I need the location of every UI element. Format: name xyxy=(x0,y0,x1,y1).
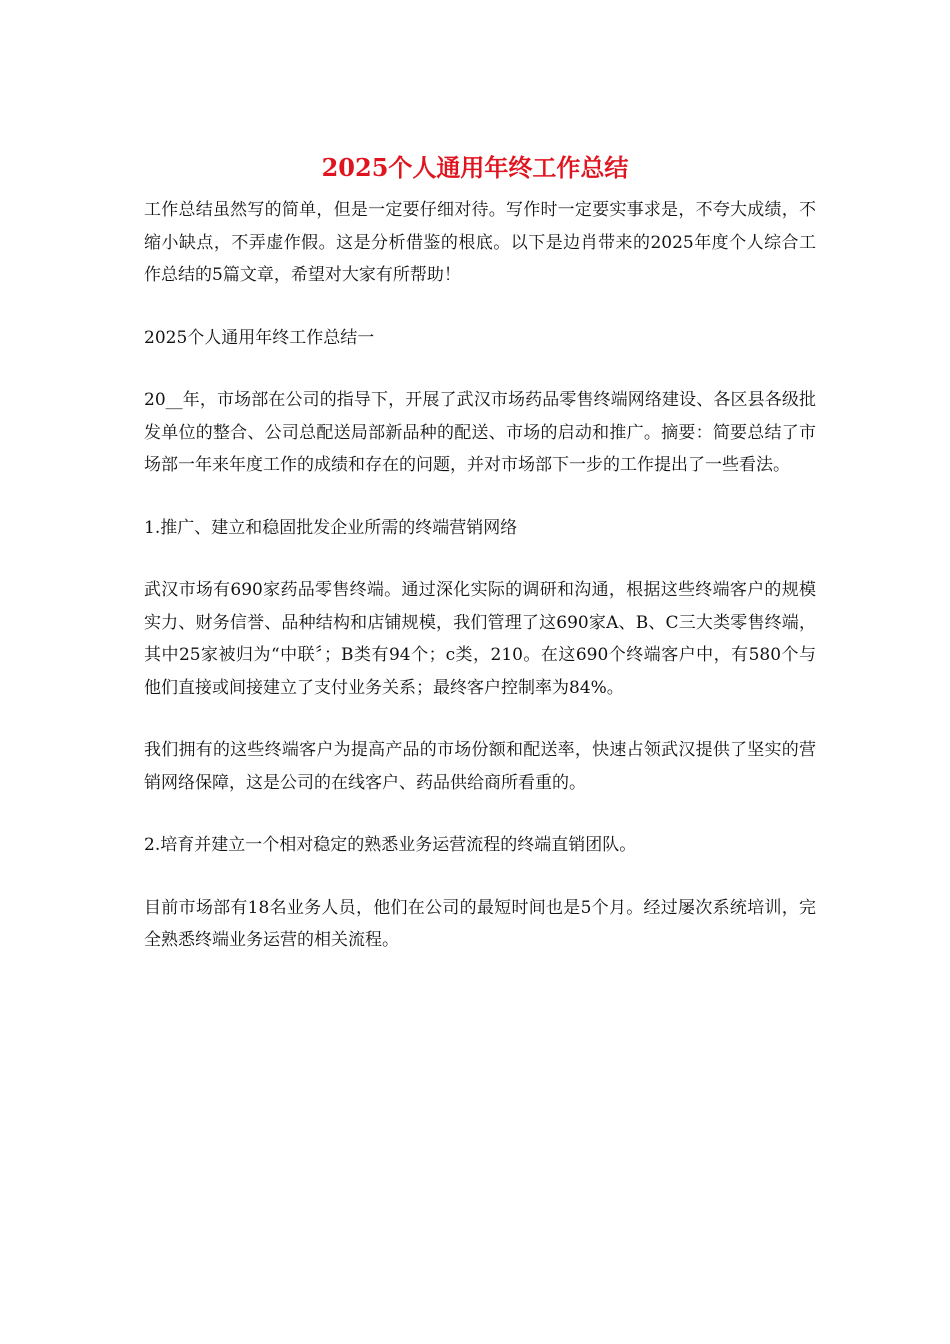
document-body xyxy=(144,194,816,987)
body-paragraph: 目前市场部有18名业务人员，他们在公司的最短时间也是5个月。经过屡次系统培训，完全熟悉终端业务运营的相关流程。 xyxy=(144,897,816,950)
numbered-heading: 2.培育并建立一个相对稳定的熟悉业务运营流程的终端直销团队。 xyxy=(144,835,637,855)
document-title: 2025个人通用年终工作总结 xyxy=(321,153,629,182)
section-heading: 2025个人通用年终工作总结一 xyxy=(144,327,375,348)
numbered-heading: 1.推广、建立和稳固批发企业所需的终端营销网络 xyxy=(144,517,518,538)
body-paragraph: 武汉市场有690家药品零售终端。通过深化实际的调研和沟通，根据这些终端客户的规模实力、财务信誉、品种结构和店铺规模，我们管理了这690家A、B、C三大类零售终端，其中25家被归为“中联〞；B类有94个；c类，210。在这690个终端客户中，有580个与他们直接或间接建立了支付业务关系；最终客户控制率为84%。 xyxy=(144,580,816,698)
body-paragraph: 20__年，市场部在公司的指导下，开展了武汉市场药品零售终端网络建设、各区县各级批发单位的整合、公司总配送局部新品种的配送、市场的启动和推广。摘要：简要总结了市场部一年来年度工作的成绩和存在的问题，并对市场部下一步的工作提出了一些看法。 xyxy=(144,390,816,475)
body-paragraph: 我们拥有的这些终端客户为提高产品的市场份额和配送率，快速占领武汉提供了坚实的营销网络保障，这是公司的在线客户、药品供给商所看重的。 xyxy=(144,740,816,793)
intro-paragraph: 工作总结虽然写的简单，但是一定要仔细对待。写作时一定要实事求是，不夸大成绩，不缩小缺点，不弄虚作假。这是分析借鉴的根底。以下是边肖带来的2025年度个人综合工作总结的5篇文章，希望对大家有所帮助！ xyxy=(144,200,816,285)
